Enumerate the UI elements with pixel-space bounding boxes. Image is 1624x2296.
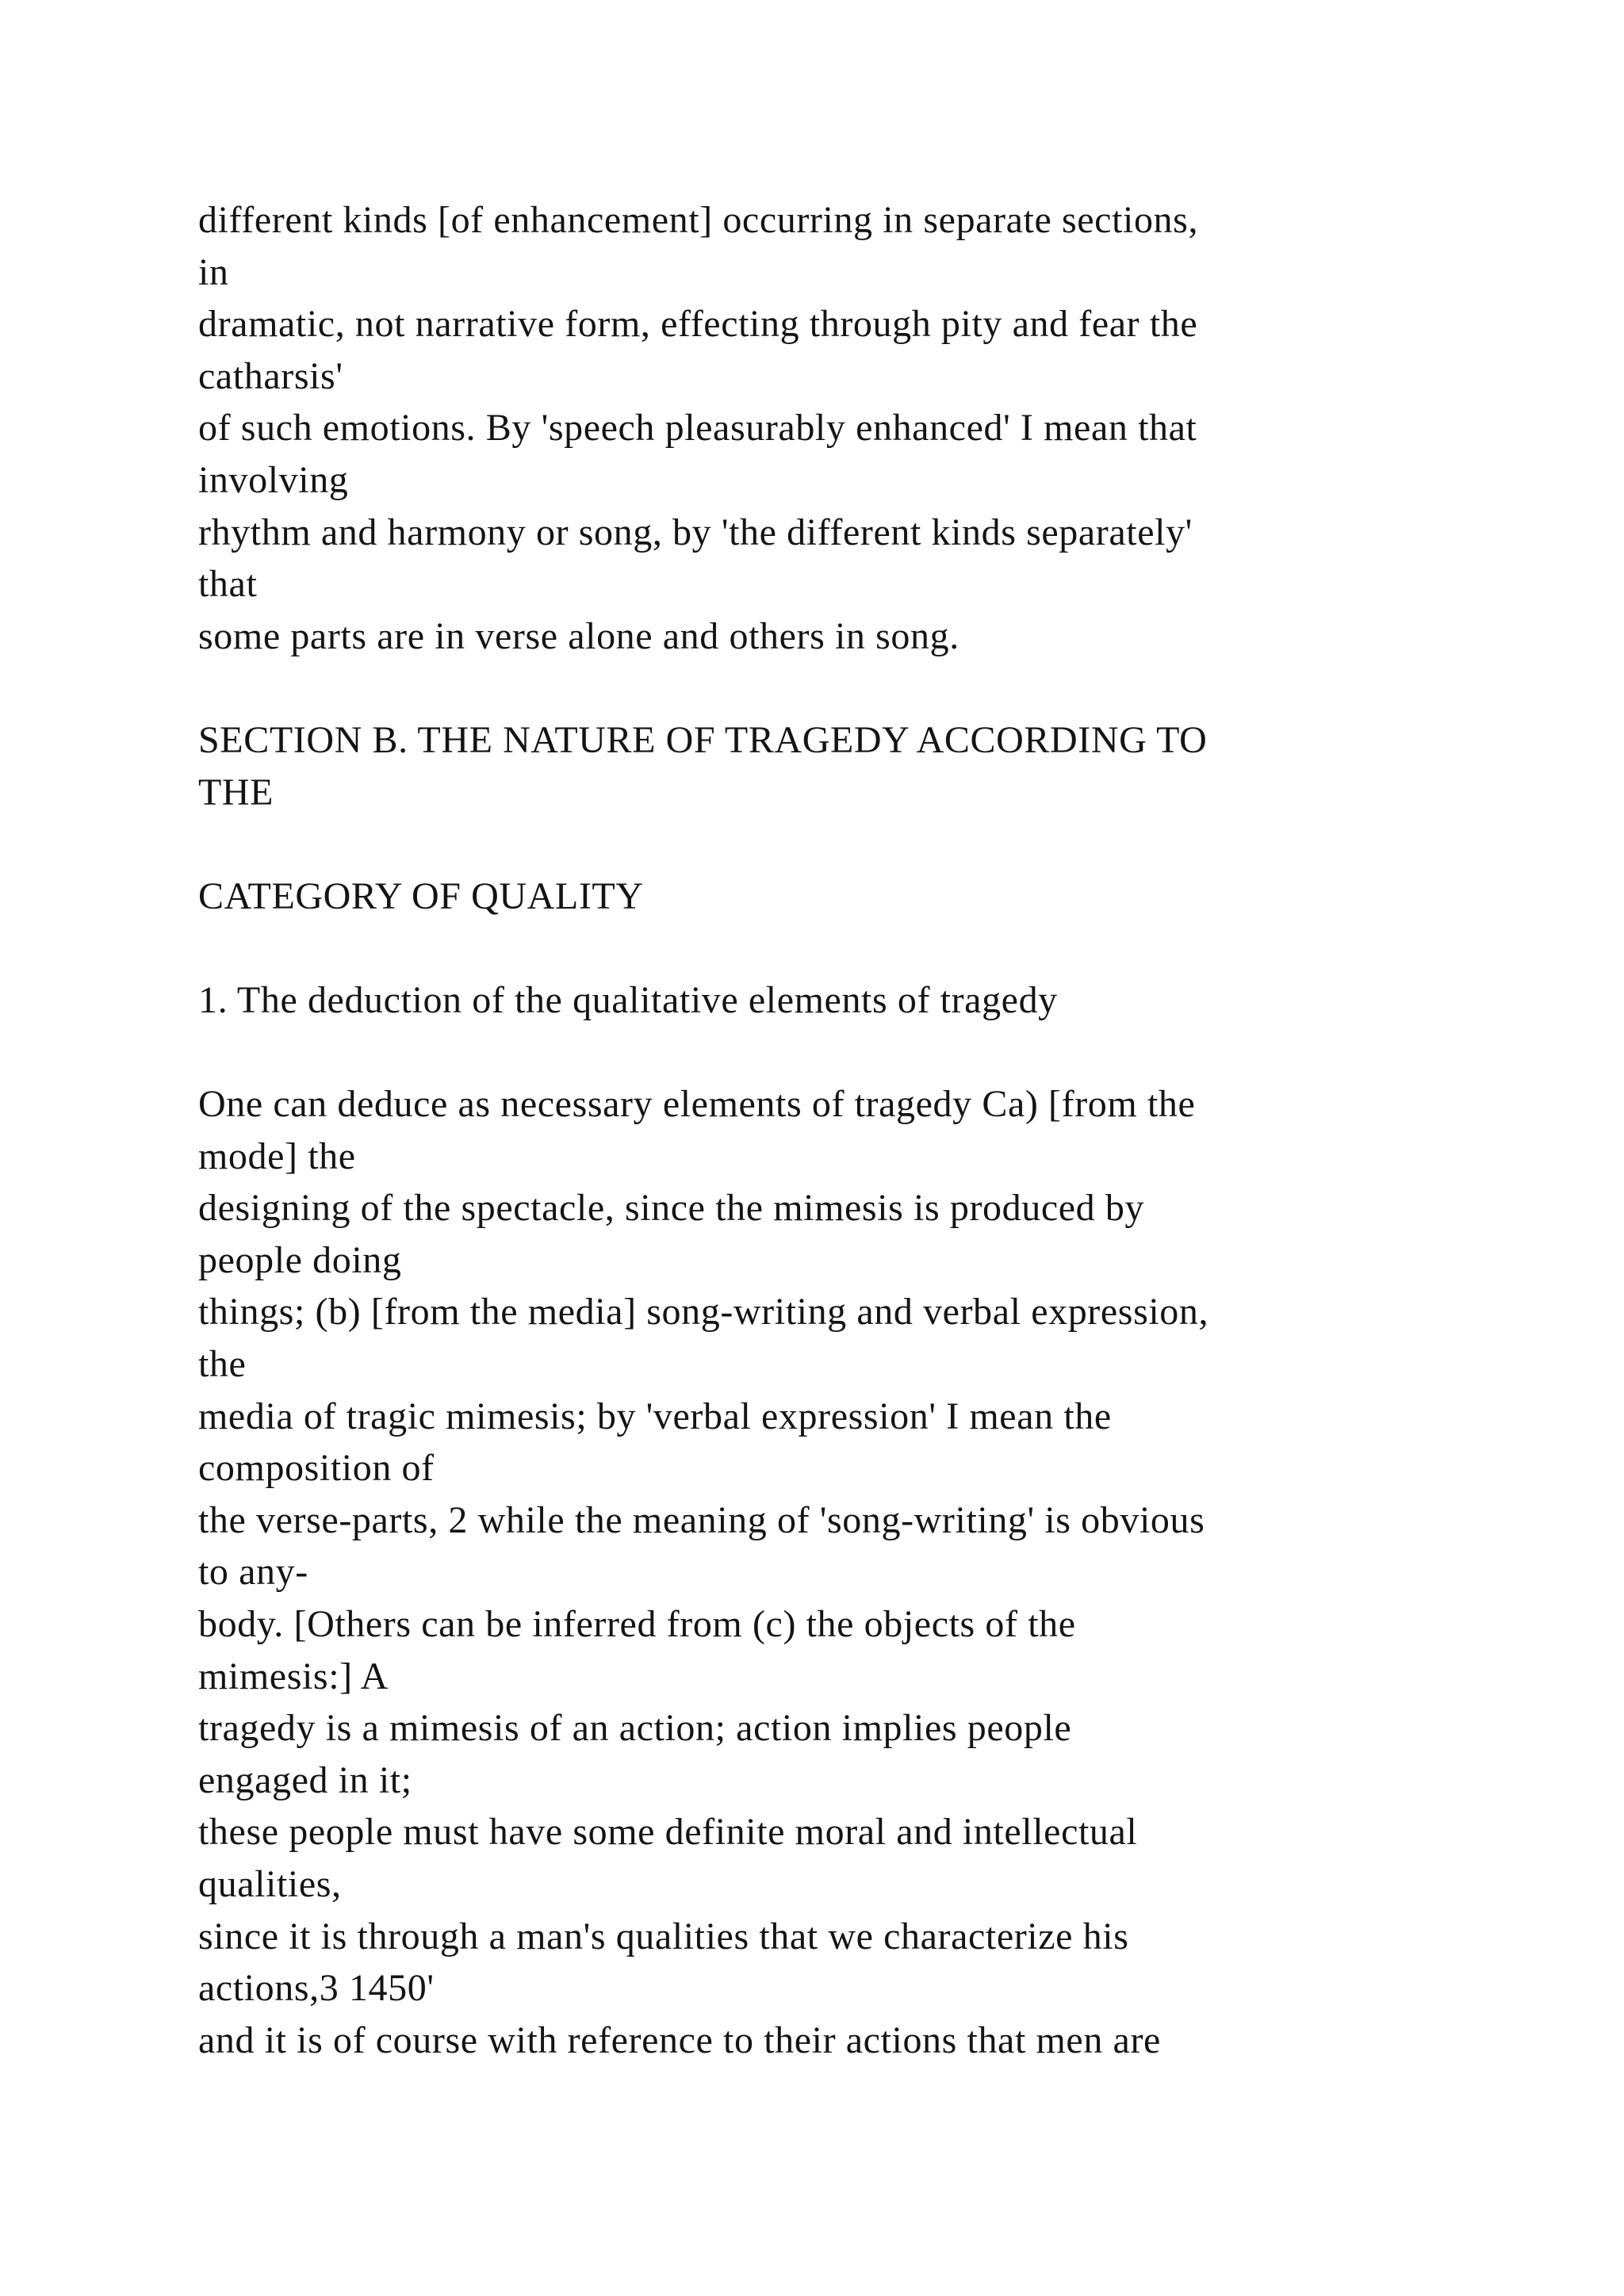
text-line: the verse-parts, 2 while the meaning of 'song-writing' is obvious [198,1498,1205,1541]
section-heading [198,714,1546,818]
text-line: the [198,1343,247,1386]
text-line: One can deduce as necessary elements of tragedy Ca) [from the [198,1083,1196,1126]
paragraph-gap [198,1027,1546,1079]
text-line: mode] the [198,1135,356,1177]
text-line: body. [Others can be inferred from (c) the objects of the [198,1603,1076,1646]
text-line: people doing [198,1238,402,1281]
text-line: some parts are in verse alone and others in song. [198,614,959,657]
paragraph-gap [198,818,1546,871]
text-line: composition of [198,1447,435,1490]
text-line: engaged in it; [198,1758,412,1801]
text-line: actions,3 1450' [198,1967,435,2010]
document-text [198,194,1546,2066]
text-line: that [198,563,258,606]
text-line: and it is of course with reference to their actions that men are [198,2019,1161,2061]
paragraph-1 [198,194,1546,662]
text-line: these people must have some definite moral and intellectual [198,1811,1138,1854]
text-line: since it is through a man's qualities that we characterize his [198,1915,1129,1957]
text-line: in [198,251,229,293]
text-line: different kinds [of enhancement] occurring in separate sections, [198,199,1199,241]
paragraph-2 [198,1078,1546,2066]
section-heading-line: THE [198,771,274,813]
text-line: dramatic, not narrative form, effecting through pity and fear the [198,303,1198,346]
text-line: catharsis' [198,354,343,397]
text-line: media of tragic mimesis; by 'verbal expression' I mean the [198,1395,1112,1437]
text-line: designing of the spectacle, since the mimesis is produced by [198,1187,1145,1230]
text-line: rhythm and harmony or song, by 'the different kinds separately' [198,511,1193,553]
text-line: qualities, [198,1863,342,1905]
text-line: of such emotions. By 'speech pleasurably enhanced' I mean that [198,407,1197,450]
section-heading-line: SECTION B. THE NATURE OF TRAGEDY ACCORDING TO [198,718,1208,761]
section-subheading: CATEGORY OF QUALITY [198,874,644,917]
text-line: tragedy is a mimesis of an action; action implies people [198,1707,1072,1750]
paragraph-gap [198,922,1546,974]
text-line: involving [198,458,349,501]
paragraph-gap [198,662,1546,714]
text-line: things; (b) [from the media] song-writing and verbal expression, [198,1291,1209,1334]
text-line: to any- [198,1551,308,1594]
subsection-title: 1. The deduction of the qualitative elements of tragedy [198,978,1058,1021]
text-line: mimesis:] A [198,1655,389,1697]
